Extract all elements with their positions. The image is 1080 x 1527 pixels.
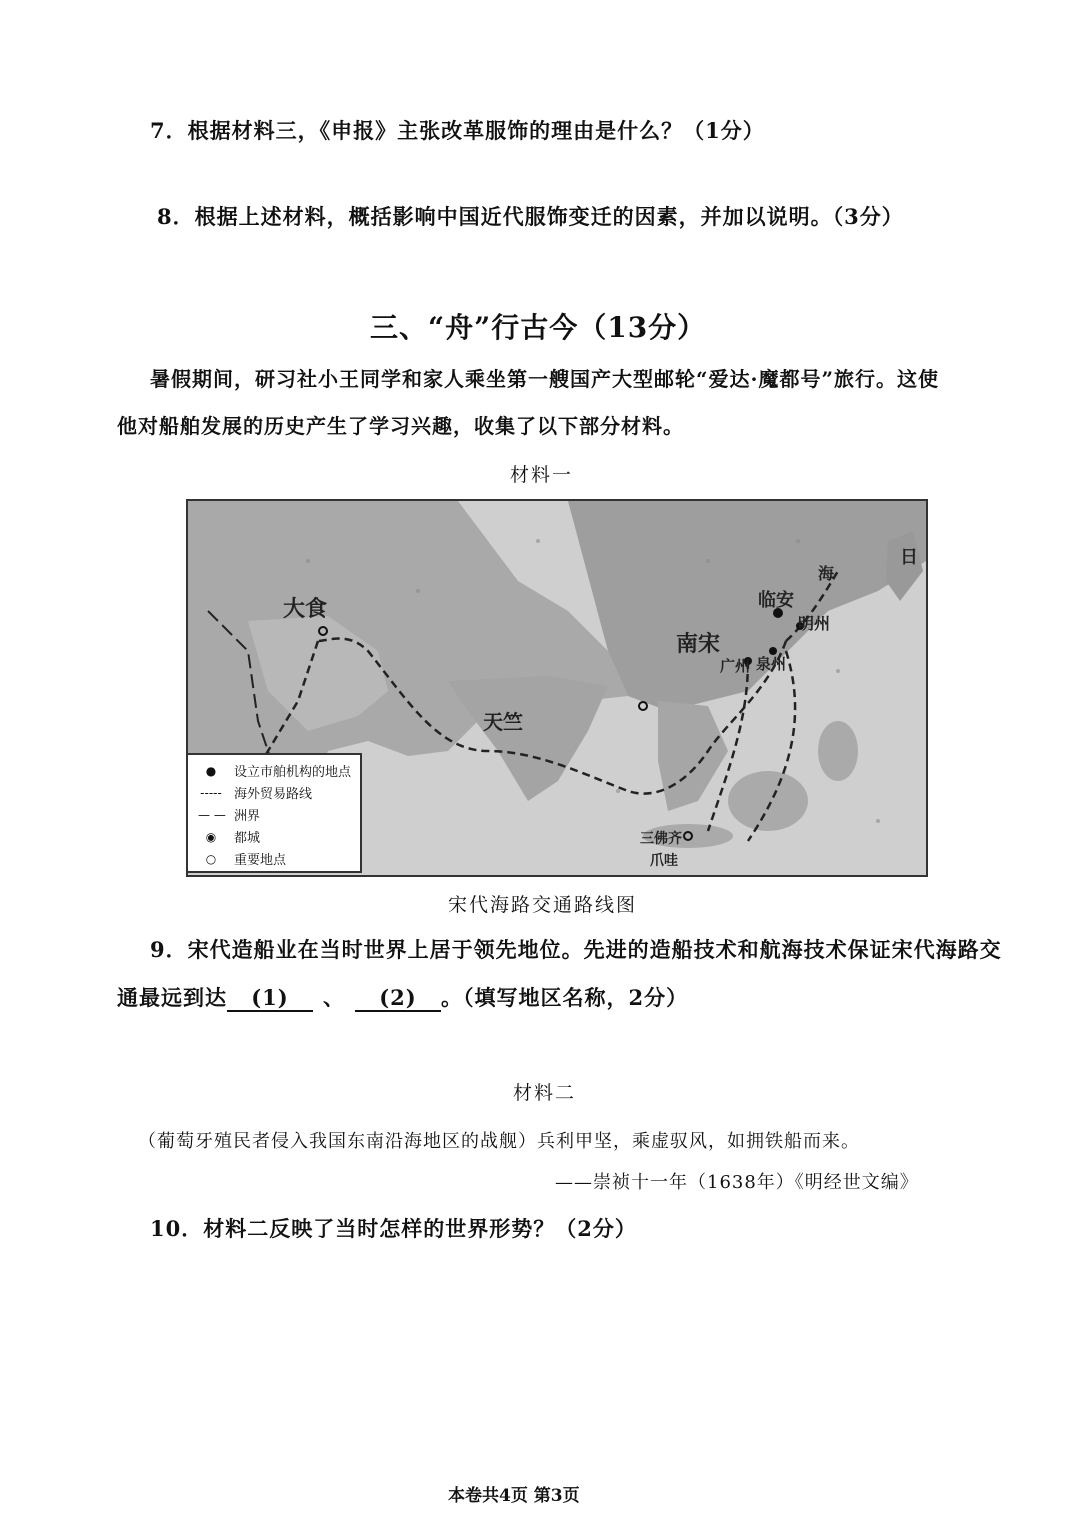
map-label-sanfoqi: 三佛齐 — [640, 831, 682, 847]
map-label-tianzhu: 天竺 — [483, 710, 523, 734]
legend-item-place: ○ 重要地点 — [198, 849, 286, 868]
answer-blank-1[interactable]: (1) — [227, 985, 313, 1012]
material-2-label: 材料二 — [513, 1082, 577, 1104]
legend-item-boundary: — — 洲界 — [198, 807, 261, 824]
map-caption: 宋代海路交通路线图 — [448, 894, 638, 916]
material-2-quote: （葡萄牙殖民者侵入我国东南沿海地区的战舰）兵利甲坚，乘虚驭风，如拥铁船而来。 — [138, 1131, 860, 1152]
question-7: 7．根据材料三，《申报》主张改革服饰的理由是什么？（1分） — [150, 118, 765, 143]
map-label-mingzhou: 明州 — [798, 614, 831, 633]
map-label-dashi: 大食 — [283, 597, 328, 622]
map-label-zhuawa: 爪哇 — [650, 853, 678, 869]
legend-item-shibo: ● 设立市舶机构的地点 — [198, 761, 351, 780]
question-8: 8．根据上述材料，概括影响中国近代服饰变迁的因素，并加以说明。（3分） — [157, 204, 904, 229]
answer-blank-2[interactable]: (2) — [355, 985, 441, 1012]
material-1-label: 材料一 — [510, 464, 574, 486]
section-intro-line1: 暑假期间，研习社小王同学和家人乘坐第一艘国产大型邮轮“爱达·魔都号”旅行。这使 — [150, 367, 939, 391]
question-9-line2: 通最远到达 (1) 、 (2) 。（填写地区名称，2分） — [117, 985, 689, 1010]
dashed-line-icon: ----- — [200, 785, 222, 800]
dot-icon: ● — [205, 763, 217, 778]
map-label-quanzhou: 泉州 — [756, 655, 787, 673]
page-footer: 本卷共4页 第3页 — [448, 1486, 580, 1506]
legend-item-route: ----- 海外贸易路线 — [198, 783, 312, 802]
map-legend — [186, 753, 362, 873]
map-label-hai: 海 — [818, 564, 835, 583]
question-9-line1: 9．宋代造船业在当时世界上居于领先地位。先进的造船技术和航海技术保证宋代海路交 — [150, 937, 1002, 962]
map-label-linan: 临安 — [758, 590, 794, 611]
section-title: 三、“舟”行古今（13分） — [370, 311, 707, 344]
capital-icon: ◉ — [205, 829, 217, 844]
map-label-guangzhou: 广州 — [720, 657, 751, 675]
material-2-source: ——崇祯十一年（1638年）《明经世文编》 — [555, 1172, 919, 1193]
map-label-nansong: 南宋 — [676, 632, 721, 657]
circle-icon: ○ — [205, 851, 217, 866]
long-dash-icon: — — — [198, 807, 226, 822]
section-intro-line2: 他对船舶发展的历史产生了学习兴趣，收集了以下部分材料。 — [117, 414, 684, 438]
question-10: 10．材料二反映了当时怎样的世界形势？（2分） — [150, 1216, 637, 1241]
map-label-ri: 日 — [900, 547, 918, 568]
legend-item-capital: ◉ 都城 — [198, 827, 260, 846]
